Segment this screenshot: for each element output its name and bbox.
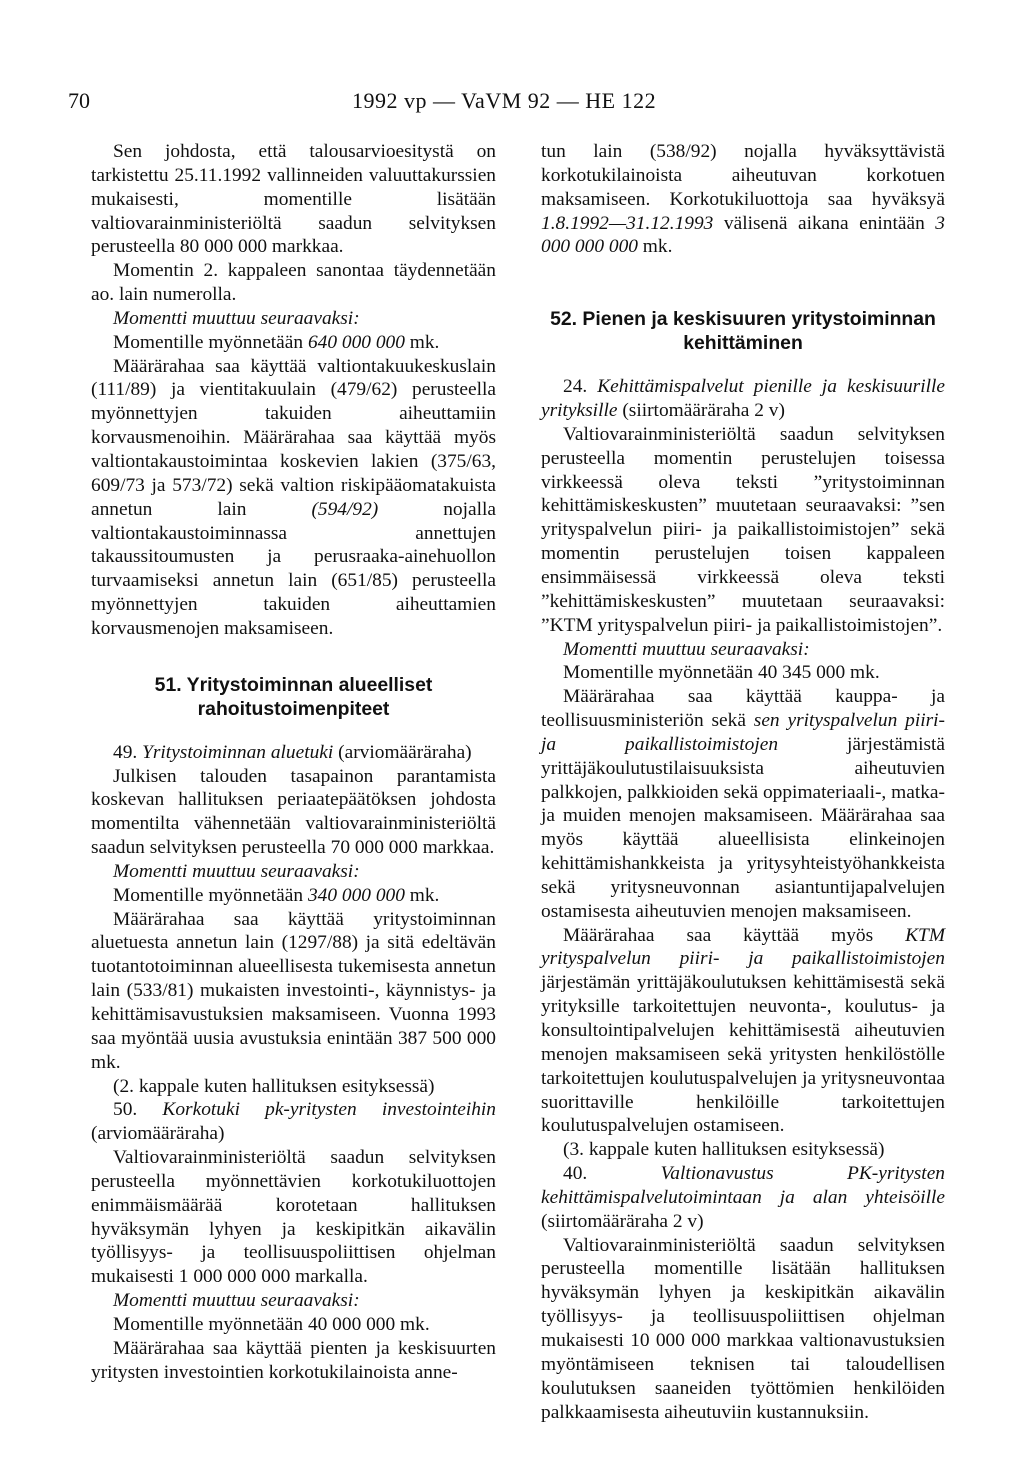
italic-text: Valtionavustus PK-yritysten kehittämispalvelutoimintaan ja alan yhteisöille — [541, 1163, 945, 1208]
paragraph — [541, 685, 945, 923]
paragraph: Valtiovarainministeriöltä saadun selvityksen perusteella momentille lisätään hallituksen hyväksymän lyhyen ja keskipitkän aikavälin työllisyys- ja teollisuuspoliittisen ohjelman mukaisesti 10 000 000 markkaa valtionavustuksien myöntämiseen teknisen tai taloudellisen koulutuksen saaneiden työttömien henkilöiden palkkaamisesta aiheutuviin kustannuksiin. — [541, 1234, 945, 1423]
paragraph: Määrärahaa saa käyttää yritystoiminnan aluetuesta annetun lain (1297/88) ja sitä edeltävän tuotantotoiminnan alueellisesta tukemisesta annetun lain (533/81) mukaisten investointi-, käynnistys- ja kehittämisavustuksien maksamiseen. Vuonna 1993 saa myöntää uusia avustuksia enintään 387 500 000 mk. — [91, 908, 496, 1073]
paragraph — [541, 1162, 945, 1234]
text: mk. — [404, 331, 440, 353]
paragraph: Määrärahaa saa käyttää pienten ja keskisuurten yritysten investointien korkotukilainoista anne- — [91, 1337, 496, 1383]
paragraph: Momentille myönnetään 40 000 000 mk. — [113, 1313, 430, 1335]
section-subheading — [91, 307, 496, 331]
section-heading-51: 51. Yritystoiminnan alueelliset rahoitustoimenpiteet — [154, 673, 433, 720]
paragraph — [541, 924, 945, 1139]
text: tun lain (538/92) nojalla hyväksyttävistä korkotukilainoista aiheutuvan korkotuen maksamiseen. Korkotukiluottoja saa hyväksyä — [541, 141, 945, 210]
text: järjestämistä yrittäjäkoulutustilaisuuksista aiheutuvien palkkojen, palkkioiden sekä oppimateriaali-, matka- ja muiden menojen maksamiseen. Määrärahaa saa myös käyttää alueellisista elinkeinojen kehittämishankkeista ja yritysyhteistyöhankkeista sekä yritysneuvonnan asiantuntijapalvelujen ostamisesta aiheutuvien menojen maksamiseen. — [541, 733, 945, 922]
italic-amount: 3 000 000 000 — [541, 212, 945, 258]
paragraph: Sen johdosta, että talousarvioesitystä on tarkistettu 25.11.1992 vallinneiden valuuttakurssien mukaisesti, momentille lisätään valtiovarainministeriöltä saadun selvityksen perusteella 80 000 000 markkaa. — [91, 141, 496, 258]
paragraph: Julkisen talouden tasapainon parantamista koskevan hallituksen periaatepäätöksen johdosta momentilta vähennetään valtiovarainministeriöltä saadun selvityksen perusteella 70 000 000 markkaa. — [91, 765, 496, 859]
paragraph — [91, 884, 496, 908]
text: (siirtomääräraha 2 v) — [541, 1210, 704, 1232]
paragraph: Momentin 2. kappaleen sanontaa täydennetään ao. lain numerolla. — [91, 260, 496, 306]
italic-text: Kehittämispalvelut pienille ja keskisuurille yrityksille — [541, 376, 945, 422]
text: (arviomääräraha) — [333, 741, 472, 763]
section-subheading — [91, 1289, 496, 1313]
paragraph — [541, 375, 945, 423]
italic-text: Momentti muuttuu seuraavaksi: — [563, 638, 810, 660]
italic-text: KTM yrityspalvelun piiri- ja paikallistoimistojen — [541, 924, 945, 970]
paragraph: Momentille myönnetään 40 345 000 mk. — [563, 662, 880, 684]
section-heading-52: 52. Pienen ja keskisuuren yritystoiminnan kehittäminen — [550, 308, 936, 355]
text: Määrärahaa saa käyttää myös — [563, 924, 906, 946]
italic-text: Korkotuki pk-yritysten investointeihin — [162, 1099, 496, 1121]
section-subheading — [91, 860, 496, 884]
text: Määrärahaa saa käyttää kauppa- ja teollisuusministeriön sekä — [541, 686, 945, 732]
text: järjestämän yrittäjäkoulutuksen kehittämisestä sekä yrityksille tarkoitettujen neuvonta-, koulutus- ja konsultointipalvelujen kehittämisestä aiheutuvien menojen maksamiseen sekä yritysten henkilöstölle tarkoitettujen koulutuspalvelujen ja yritysneuvontaa suorittaville henkilöille tarkoitettujen koulutuspalvelujen ostamiseen. — [541, 972, 945, 1137]
paragraph — [541, 140, 945, 259]
page-number: 70 — [68, 88, 90, 113]
paragraph — [91, 1098, 496, 1146]
paragraph — [91, 741, 496, 765]
italic-text: Momentti muuttuu seuraavaksi: — [113, 1290, 360, 1312]
paragraph — [91, 331, 496, 355]
text: 49. — [113, 741, 143, 763]
text: (arviomääräraha) — [91, 1123, 225, 1145]
running-title: 1992 vp — VaVM 92 — HE 122 — [352, 88, 657, 113]
text: 50. — [113, 1099, 163, 1121]
text: 24. — [563, 376, 598, 398]
left-column — [91, 140, 496, 1385]
text: Momentille myönnetään — [113, 331, 308, 353]
text: Määrärahaa saa käyttää valtiontakuukeskuslain (111/89) ja vientitakuulain (479/62) perusteella myönnettyjen takuiden aiheuttamiin korvausmenoihin. Määrärahaa saa käyttää myös valtiontakaustoimintaa koskevien lakien (375/63, 609/73 ja 573/72) sekä valtion riskipääomatakuista annetun lain — [91, 355, 496, 520]
italic-amount: 640 000 000 — [307, 331, 405, 353]
italic-amount: 340 000 000 — [307, 884, 405, 906]
paragraph — [91, 355, 496, 641]
italic-date-range: 1.8.1992—31.12.1993 — [541, 212, 714, 234]
italic-text: sen yrityspalvelun piiri- ja paikallistoimistojen — [541, 710, 945, 755]
text: (siirtomääräraha 2 v) — [617, 400, 785, 422]
italic-text: Yritystoiminnan aluetuki — [142, 741, 334, 763]
text: mk. — [404, 884, 440, 906]
paragraph: Valtiovarainministeriöltä saadun selvityksen perusteella myönnettävien korkotukiluottojen enimmäismäärää korotetaan hallituksen hyväksymän lyhyen ja keskipitkän aikavälin työllisyys- ja teollisuuspoliittisen ohjelman mukaisesti 1 000 000 000 markalla. — [91, 1147, 496, 1288]
text: 40. — [563, 1163, 661, 1185]
italic-text: Momentti muuttuu seuraavaksi: — [113, 307, 360, 329]
paragraph: (3. kappale kuten hallituksen esityksessä) — [563, 1139, 885, 1161]
italic-text: (594/92) — [311, 498, 379, 520]
section-subheading — [541, 638, 945, 662]
italic-text: Momentti muuttuu seuraavaksi: — [113, 860, 360, 882]
paragraph: (2. kappale kuten hallituksen esityksessä) — [113, 1075, 435, 1097]
paragraph: Valtiovarainministeriöltä saadun selvityksen perusteella momentin perustelujen toisessa virkkeessä oleva teksti ”yritystoiminnan kehittämiskeskusten” muutetaan seuraavaksi: ”sen yrityspalvelun piiri- ja paikallistoimistojen” sekä momentin perustelujen toisen kappaleen ensimmäisessä virkkeessä oleva teksti ”kehittämiskeskusten” muutetaan seuraavaksi: ”KTM yrityspalvelun piiri- ja paikallistoimistojen”. — [541, 423, 945, 636]
text: Momentille myönnetään — [113, 884, 308, 906]
right-column — [541, 140, 945, 1424]
page-header — [0, 88, 1024, 118]
text: mk. — [637, 236, 673, 258]
text: nojalla valtiontakaustoiminnassa annettujen takaussitoumusten ja perusraaka-ainehuollon turvaamiseksi annetun lain (651/85) perusteella myönnettyjen takuiden aiheuttamien korvausmenojen maksamiseen. — [91, 498, 496, 639]
text: välisenä aikana enintään — [713, 212, 936, 234]
